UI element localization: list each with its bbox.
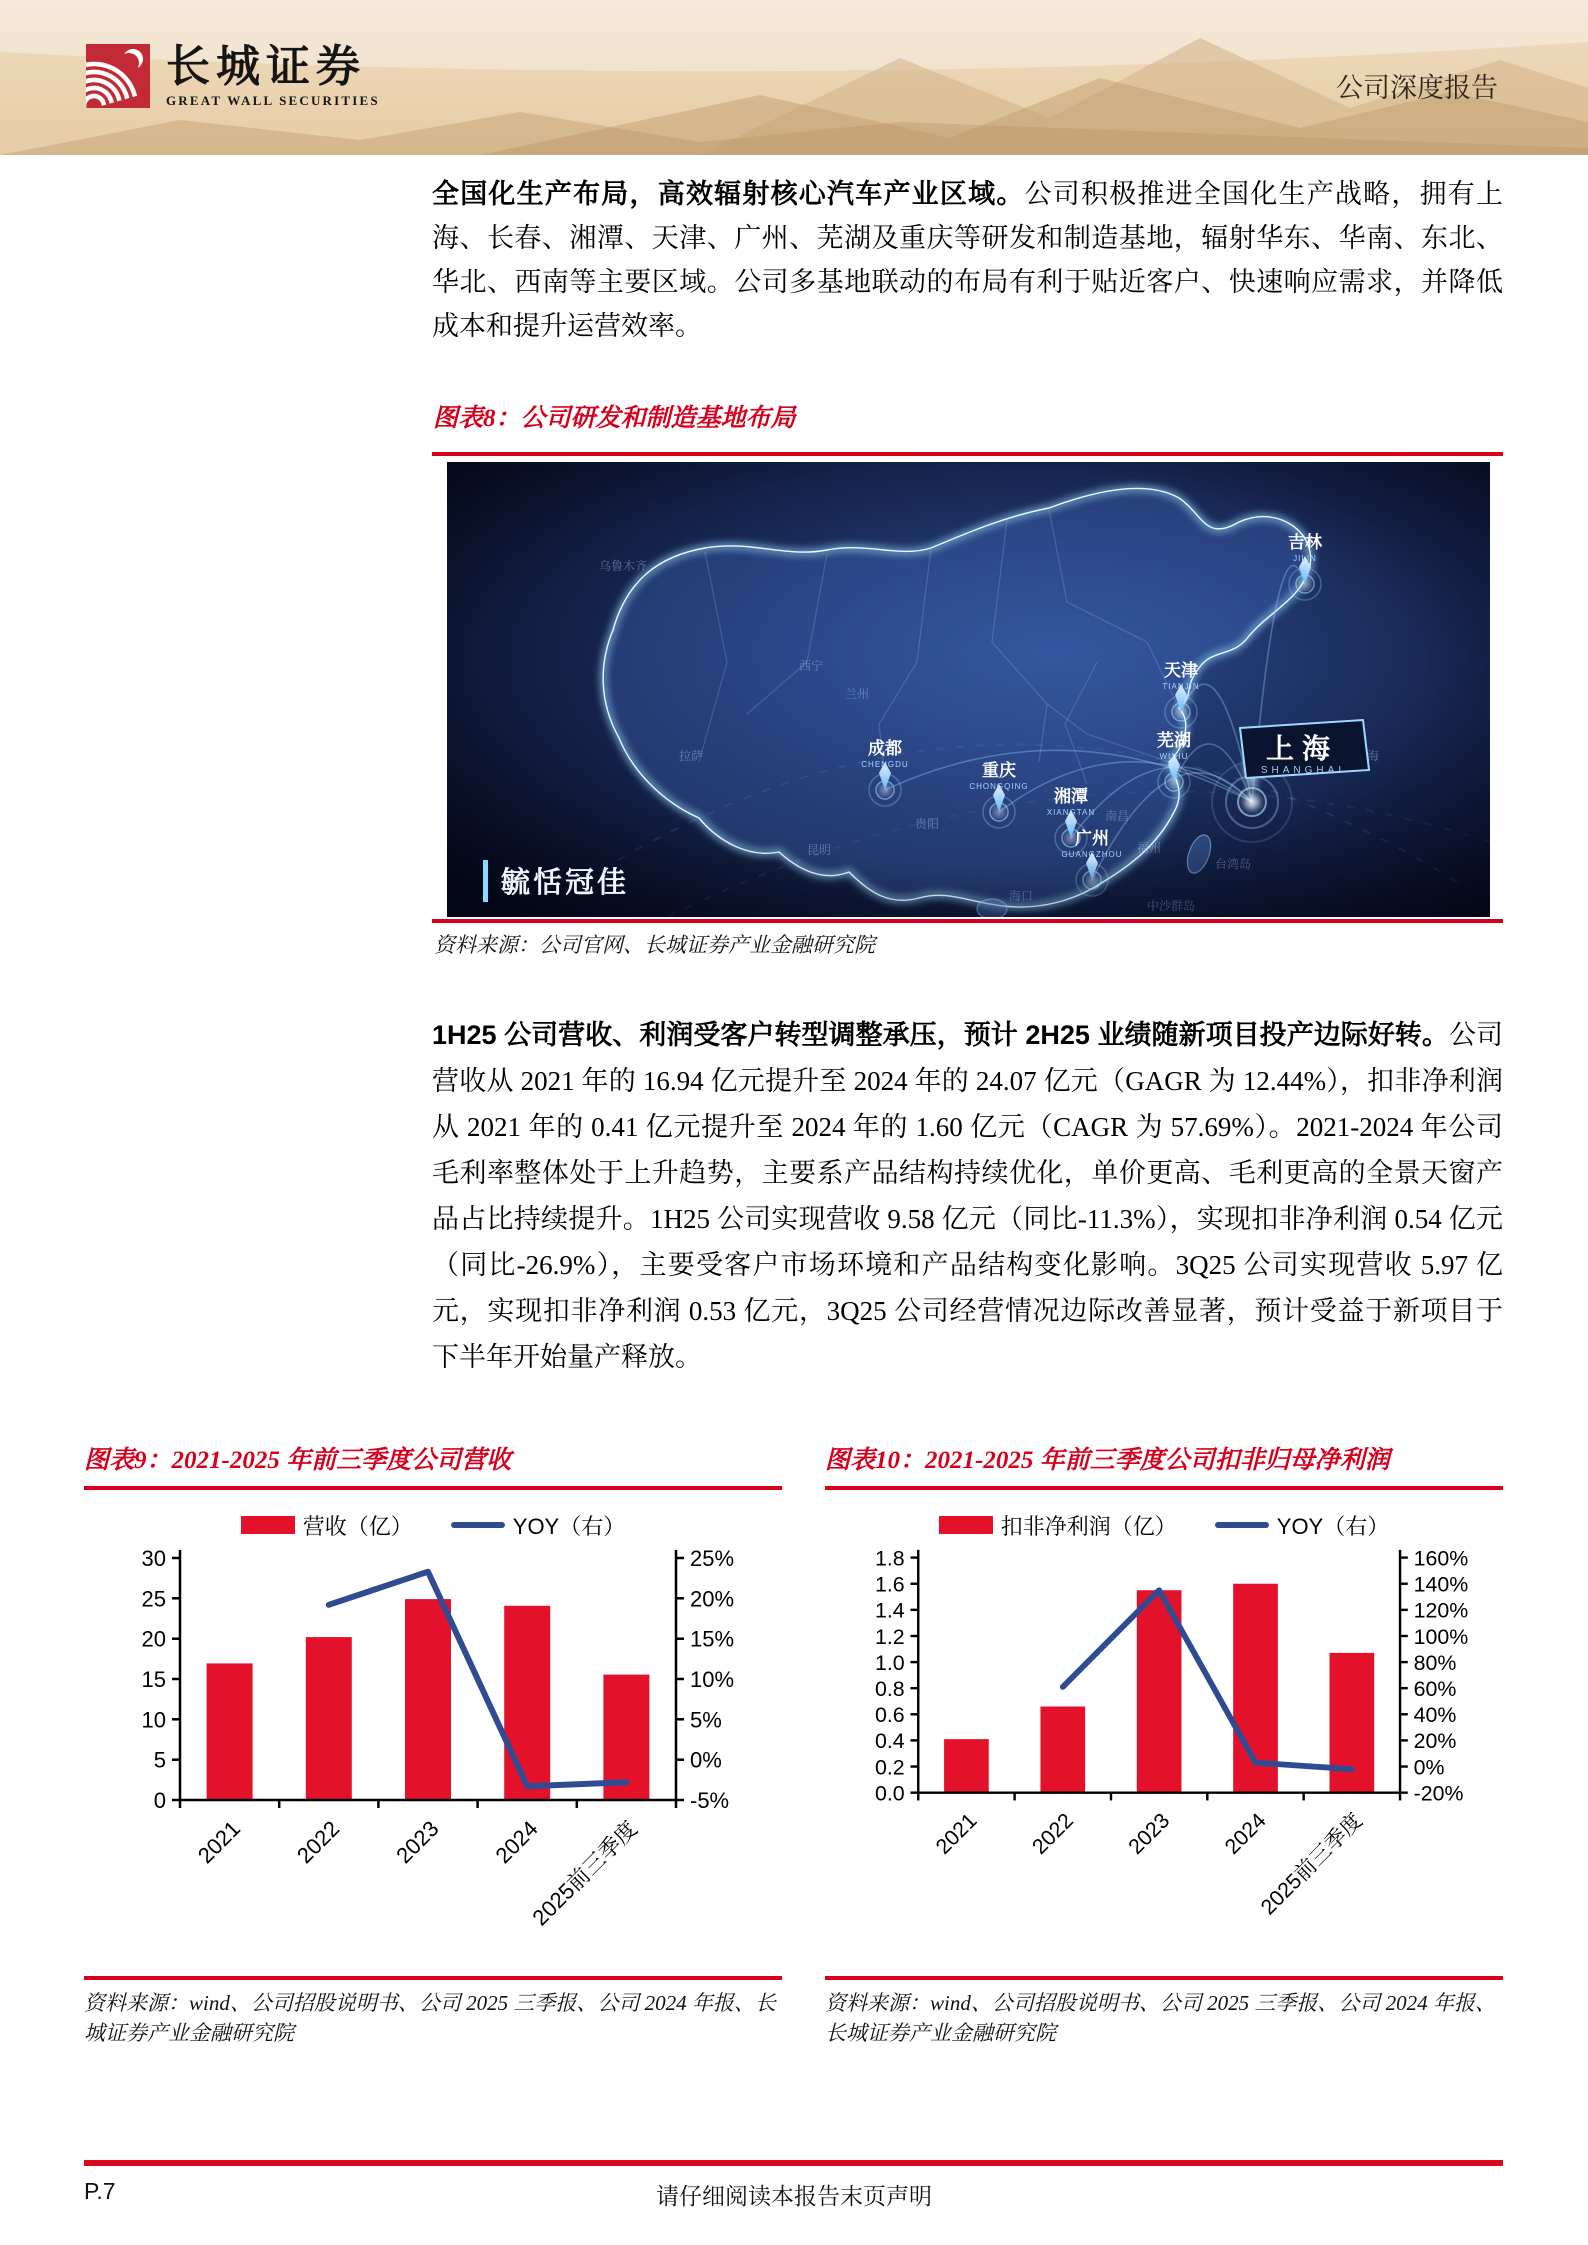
- svg-text:0.2: 0.2: [874, 1755, 905, 1780]
- svg-text:25: 25: [141, 1586, 166, 1612]
- red-divider: [432, 919, 1503, 923]
- svg-text:5: 5: [153, 1747, 166, 1773]
- svg-text:20%: 20%: [1413, 1729, 1457, 1754]
- line-swatch-icon: [1215, 1522, 1269, 1528]
- svg-text:30: 30: [141, 1546, 166, 1571]
- paragraph-body: 公司积极推进全国化生产战略，拥有上海、长春、湘潭、天津、广州、芜湖及重庆等研发和制造基地，辐射华东、华南、东北、华北、西南等主要区域。公司多基地联动的布局有利于贴近客户、快速响应需求，并降低成本和提升运营效率。: [432, 179, 1504, 341]
- svg-text:2023: 2023: [391, 1815, 444, 1869]
- figure10-caption: 图表10：2021-2025 年前三季度公司扣非归母净利润: [825, 1447, 1390, 1474]
- paragraph-body: 公司营收从 2021 年的 16.94 亿元提升至 2024 年的 24.07 亿元（GAGR 为 12.44%），扣非净利润从 2021 年的 0.41 亿元提升至 2024 年的 1.60 亿元（CAGR 为 57.69%）。2021-2024 年公司毛利率整体处于上升趋势，主要系产品结构持续优化，单价更高、毛利更高的全景天窗产品占比持续提升。1H25 公司实现营收 9.58 亿元（同比-11.3%），实现扣非净利润 0.54 亿元（同比-26.9%），主要受客户市场环境和产品结构变化影响。3Q25 公司实现营收 5.97 亿元，实现扣非净利润 0.53 亿元，3Q25 公司经营情况边际改善显著，预计受益于新项目于下半年开始量产释放。: [432, 1020, 1503, 1372]
- svg-text:1.0: 1.0: [874, 1650, 905, 1675]
- page-header: [0, 0, 1588, 155]
- red-divider: [84, 1976, 782, 1980]
- svg-text:-5%: -5%: [690, 1788, 730, 1813]
- net-profit-chart: [825, 1544, 1503, 1970]
- legend-label: YOY（右）: [512, 1513, 626, 1539]
- svg-text:100%: 100%: [1413, 1624, 1469, 1649]
- brand-logo: [86, 44, 380, 109]
- svg-text:1.6: 1.6: [874, 1572, 905, 1597]
- figure10-block: [825, 1442, 1503, 2048]
- bar-swatch-icon: [241, 1516, 295, 1534]
- brand-logo-text: [166, 44, 380, 109]
- svg-text:120%: 120%: [1413, 1598, 1469, 1623]
- svg-text:20: 20: [141, 1626, 166, 1652]
- svg-text:10: 10: [141, 1707, 166, 1733]
- figure9-caption: 图表9：2021-2025 年前三季度公司营收: [84, 1447, 512, 1474]
- figure9-legend: [84, 1510, 782, 1540]
- paragraph-lead: 全国化生产布局，高效辐射核心汽车产业区域。: [432, 179, 1025, 209]
- svg-text:1.4: 1.4: [874, 1598, 905, 1623]
- svg-text:10%: 10%: [690, 1667, 735, 1692]
- figure9-source: 资料来源：wind、公司招股说明书、公司 2025 三季报、公司 2024 年报、长城证券产业金融研究院: [84, 1991, 776, 2045]
- legend-item: [451, 1510, 625, 1541]
- svg-text:140%: 140%: [1413, 1572, 1469, 1597]
- red-divider: [84, 1486, 782, 1490]
- footer-divider: [84, 2160, 1503, 2166]
- svg-text:2021: 2021: [192, 1815, 246, 1869]
- figure8-caption: 图表8：公司研发和制造基地布局: [433, 405, 796, 432]
- brand-name-en: GREAT WALL SECURITIES: [166, 93, 380, 108]
- figure8-source: 资料来源：公司官网、长城证券产业金融研究院: [434, 933, 875, 957]
- figure10-source: 资料来源：wind、公司招股说明书、公司 2025 三季报、公司 2024 年报、长城证券产业金融研究院: [825, 1991, 1496, 2045]
- report-type-label: 公司深度报告: [1336, 73, 1498, 103]
- legend-label: YOY（右）: [1276, 1513, 1390, 1539]
- legend-label: 扣非净利润（亿）: [1000, 1513, 1177, 1539]
- svg-text:2025前三季度: 2025前三季度: [527, 1815, 642, 1931]
- svg-text:0%: 0%: [1413, 1755, 1445, 1780]
- svg-text:160%: 160%: [1413, 1546, 1469, 1571]
- svg-text:2021: 2021: [931, 1808, 982, 1859]
- china-map-figure: [447, 462, 1490, 917]
- svg-text:60%: 60%: [1413, 1676, 1457, 1701]
- svg-text:15%: 15%: [690, 1626, 735, 1652]
- svg-text:2025前三季度: 2025前三季度: [1256, 1808, 1368, 1920]
- paragraph-results: [432, 1012, 1503, 1380]
- red-divider: [825, 1486, 1503, 1490]
- paragraph-national-layout: [432, 172, 1503, 348]
- bar-swatch-icon: [939, 1516, 993, 1534]
- svg-text:1.2: 1.2: [874, 1624, 905, 1649]
- figure10-legend: [825, 1510, 1503, 1540]
- svg-text:1.8: 1.8: [874, 1546, 905, 1571]
- paragraph-lead: 1H25 公司营收、利润受客户转型调整承压，预计 2H25 业绩随新项目投产边际好转。: [432, 1020, 1449, 1050]
- legend-item: [241, 1510, 413, 1541]
- svg-text:0.8: 0.8: [874, 1676, 905, 1701]
- greatwall-logo-icon: [86, 44, 150, 108]
- svg-text:40%: 40%: [1413, 1703, 1457, 1728]
- svg-text:0.4: 0.4: [874, 1729, 905, 1754]
- svg-text:0.6: 0.6: [874, 1703, 905, 1728]
- svg-text:0.0: 0.0: [874, 1781, 905, 1806]
- legend-label: 营收（亿）: [302, 1513, 413, 1539]
- svg-text:-20%: -20%: [1413, 1781, 1464, 1806]
- svg-text:毓恬冠佳: 毓恬冠佳: [501, 867, 630, 899]
- svg-text:2023: 2023: [1123, 1808, 1175, 1859]
- svg-text:2022: 2022: [1027, 1808, 1078, 1859]
- brand-name-cn: 长城证券: [166, 42, 366, 91]
- svg-text:2024: 2024: [1220, 1808, 1271, 1859]
- svg-text:20%: 20%: [690, 1586, 735, 1612]
- page-number: P.7: [84, 2178, 116, 2204]
- svg-text:15: 15: [141, 1667, 166, 1692]
- svg-text:0%: 0%: [690, 1747, 722, 1773]
- svg-text:2024: 2024: [490, 1815, 543, 1869]
- footer-disclaimer: 请仔细阅读本报告末页声明: [656, 2183, 932, 2209]
- revenue-chart: [84, 1544, 782, 1970]
- figure9-block: [84, 1442, 782, 2048]
- svg-text:0: 0: [153, 1788, 166, 1813]
- svg-text:5%: 5%: [690, 1707, 722, 1733]
- svg-text:25%: 25%: [690, 1546, 735, 1571]
- svg-text:80%: 80%: [1413, 1650, 1457, 1675]
- line-swatch-icon: [451, 1522, 505, 1528]
- legend-item: [939, 1510, 1177, 1541]
- red-divider: [432, 452, 1503, 456]
- legend-item: [1215, 1510, 1389, 1541]
- china-map-canvas: [447, 462, 1490, 917]
- svg-text:2022: 2022: [292, 1815, 345, 1869]
- red-divider: [825, 1976, 1503, 1980]
